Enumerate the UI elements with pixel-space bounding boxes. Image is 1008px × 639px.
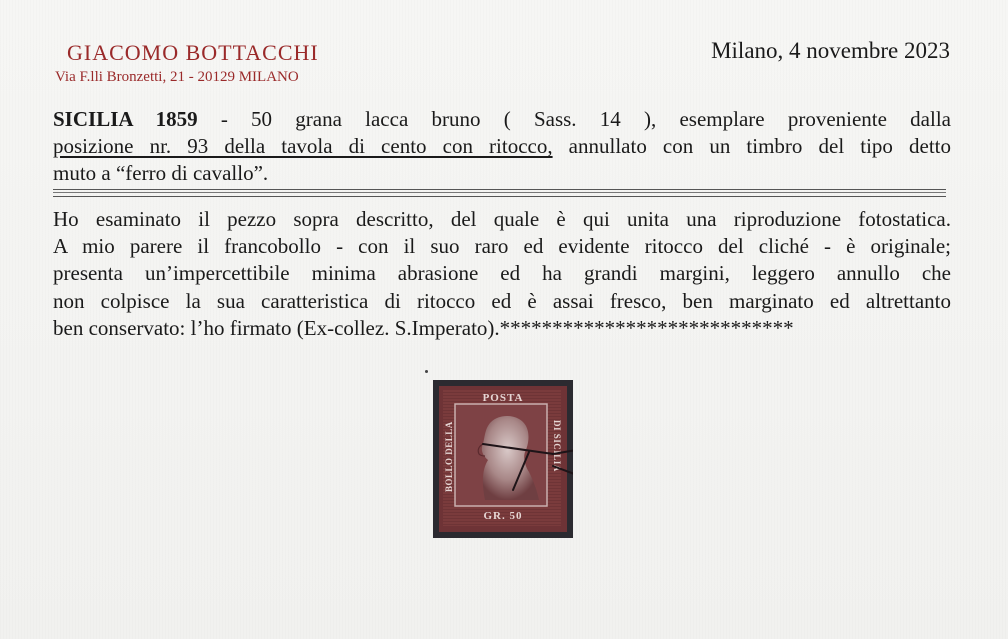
description-line-1-text: - 50 grana lacca bruno ( Sass. 14 ), esemplare proveniente dalla bbox=[197, 107, 951, 131]
speck bbox=[425, 370, 428, 373]
expert-opinion bbox=[53, 206, 951, 342]
opinion-line: Ho esaminato il pezzo sopra descritto, del quale è qui unita una riproduzione fotostatica. bbox=[53, 207, 951, 231]
stamp-left-text: BOLLO DELLA bbox=[444, 421, 454, 492]
description-line-2-text: annullato con un timbro del tipo detto bbox=[552, 134, 951, 158]
opinion-line: ben conservato: l’ho firmato (Ex-collez. S.Imperato).**************************** bbox=[53, 315, 794, 340]
stamp-description bbox=[53, 106, 951, 187]
divider-rule bbox=[53, 189, 946, 197]
stamp-image bbox=[433, 380, 573, 538]
description-line-1 bbox=[53, 106, 951, 133]
stamp-right-text: DI SICILIA bbox=[552, 420, 562, 472]
description-line-3: muto a “ferro di cavallo”. bbox=[53, 161, 269, 185]
opinion-line: non colpisce la sua caratteristica di ritocco ed è assai fresco, ben marginato ed altrettanto bbox=[53, 288, 951, 313]
stamp-top-text: POSTA bbox=[482, 392, 524, 404]
certificate-date: Milano, 4 novembre 2023 bbox=[711, 38, 950, 63]
expert-name: GIACOMO BOTTACCHI bbox=[67, 40, 319, 65]
opinion-line: A mio parere il francobollo - con il suo raro ed evidente ritocco del cliché - è originale; bbox=[53, 234, 951, 259]
description-line-2 bbox=[53, 133, 951, 160]
stamp-value-text: GR. 50 bbox=[483, 510, 523, 522]
stamp-svg bbox=[433, 380, 573, 538]
opinion-line: presenta un’impercettibile minima abrasione ed ha grandi margini, leggero annullo che bbox=[53, 261, 951, 286]
plate-position: posizione nr. 93 della tavola di cento con ritocco, bbox=[53, 134, 553, 158]
stamp-title: SICILIA 1859 bbox=[53, 107, 198, 131]
expert-address: Via F.lli Bronzetti, 21 - 20129 MILANO bbox=[55, 69, 299, 85]
